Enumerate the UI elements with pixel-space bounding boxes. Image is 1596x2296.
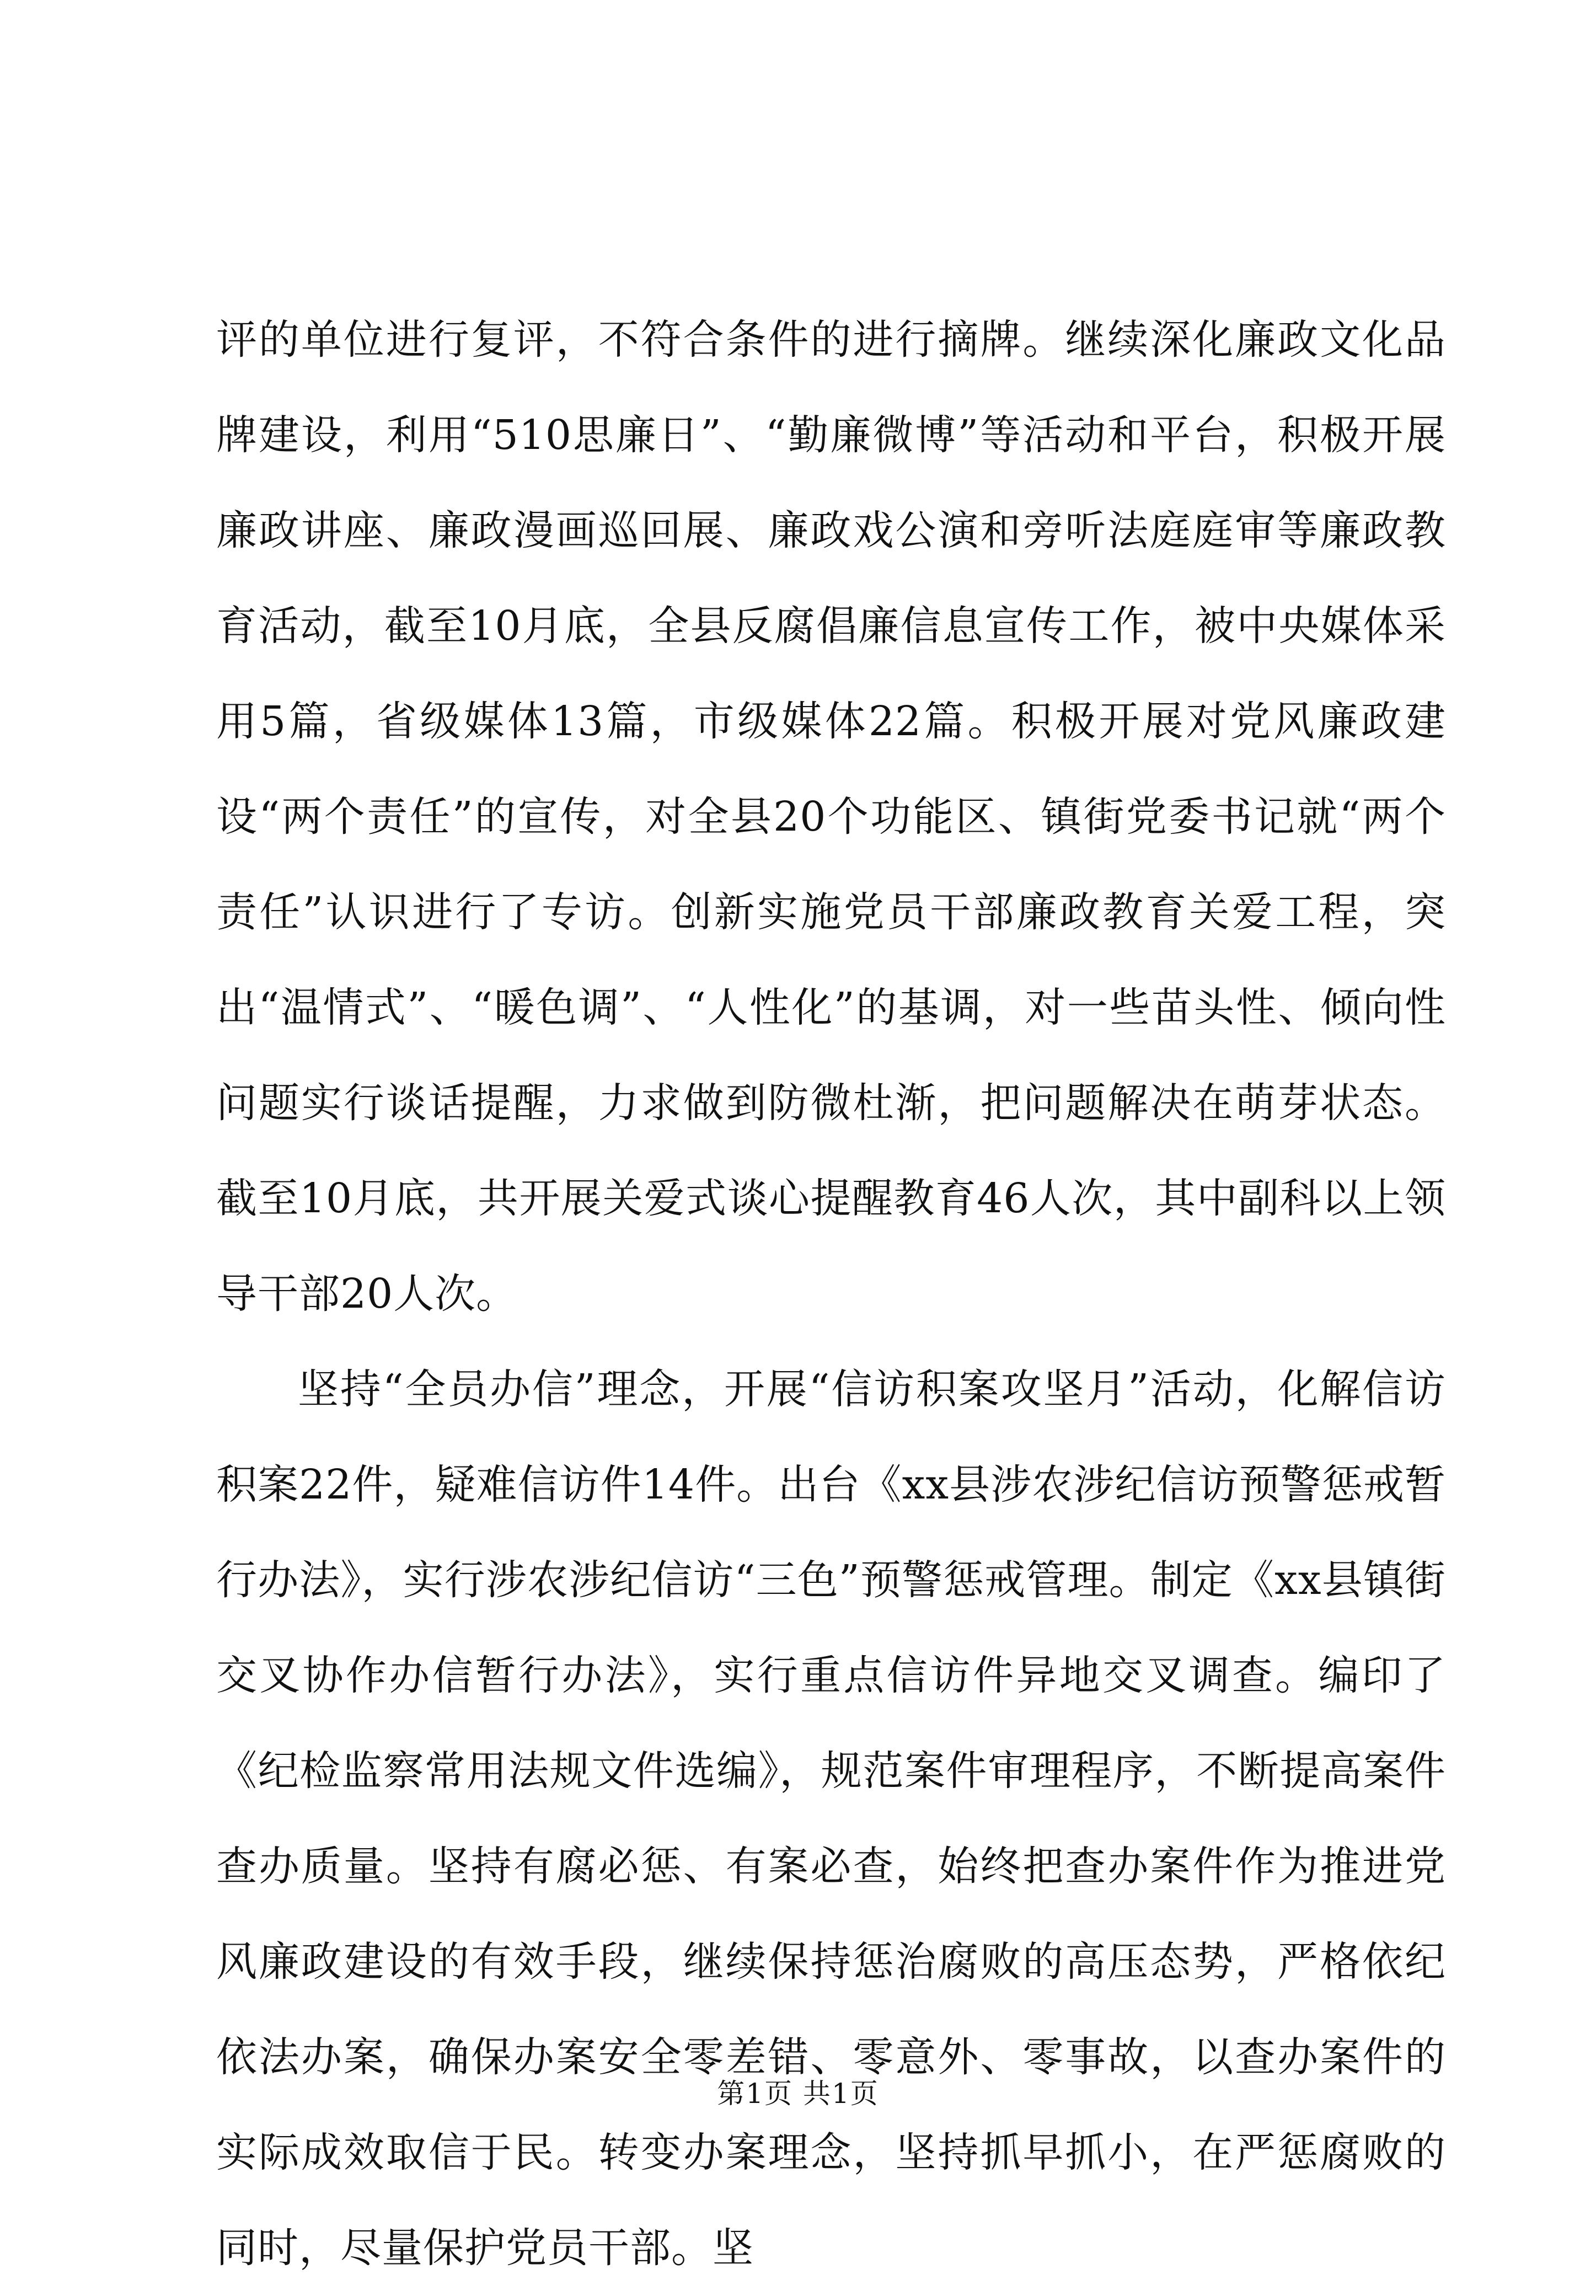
page-number-footer: 第1页 共1页 xyxy=(717,2078,879,2110)
paragraph-2: 坚持“全员办信”理念，开展“信访积案攻坚月”活动，化解信访积案22件，疑难信访件14件。出台《xx县涉农涉纪信访预警惩戒暂行办法》，实行涉农涉纪信访“三色”预警惩戒管理。制定《xx县镇街交叉协作办信暂行办法》，实行重点信访件异地交叉调查。编印了《纪检监察常用法规文件选编》，规范案件审理程序，不断提高案件查办质量。坚持有腐必惩、有案必查，始终把查办案件作为推进党风廉政建设的有效手段，继续保持惩治腐败的高压态势，严格依纪依法办案，确保办案安全零差错、零意外、零事故，以查办案件的实际成效取信于民。转变办案理念，坚持抓早抓小，在严惩腐败的同时，尽量保护党员干部。坚 xyxy=(216,1366,1446,2272)
paragraph-1: 评的单位进行复评，不符合条件的进行摘牌。继续深化廉政文化品牌建设，利用“510思廉日”、“勤廉微博”等活动和平台，积极开展廉政讲座、廉政漫画巡回展、廉政戏公演和旁听法庭庭审等廉政教育活动，截至10月底，全县反腐倡廉信息宣传工作，被中央媒体采用5篇，省级媒体13篇，市级媒体22篇。积极开展对党风廉政建设“两个责任”的宣传，对全县20个功能区、镇街党委书记就“两个责任”认识进行了专访。创新实施党员干部廉政教育关爱工程，突出“温情式”、“暖色调”、“人性化”的基调，对一些苗头性、倾向性问题实行谈话提醒，力求做到防微杜渐，把问题解决在萌芽状态。截至10月底，共开展关爱式谈心提醒教育46人次，其中副科以上领导干部20人次。 xyxy=(216,316,1446,1318)
document-body xyxy=(216,292,1446,2296)
